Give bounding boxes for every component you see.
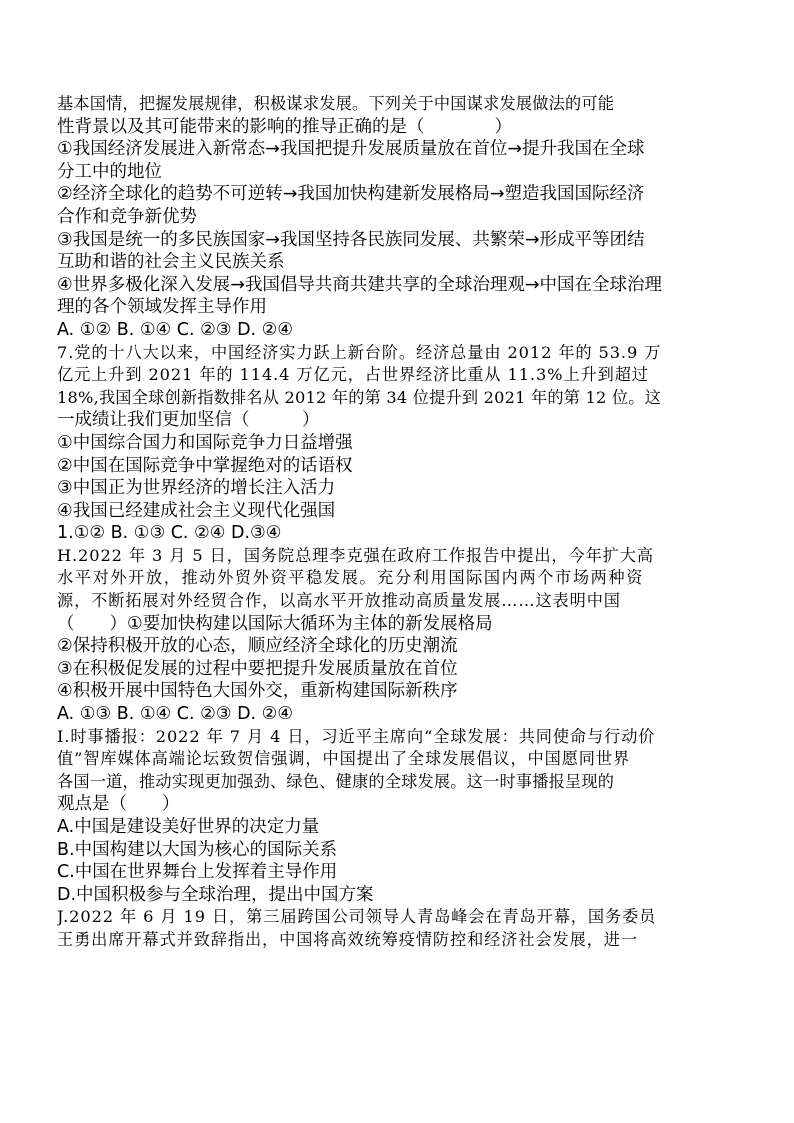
answer-choices: 1.①② B. ①③ C. ②④ D.③④ [57, 523, 282, 544]
document-page [57, 93, 745, 952]
text-line: 水平对外开放，推动外贸外资平稳发展。充分利用国际国内两个市场两种资 [57, 568, 644, 588]
choice-d: D.中国积极参与全球治理，提出中国方案 [57, 884, 374, 905]
question-stem: 一成绩让我们更加坚信（ ） [57, 410, 320, 431]
option-4-cont: 理的各个领域发挥主导作用 [57, 297, 267, 318]
text-line: 18%,我国全球创新指数排名从 2012 年的第 34 位提升到 2021 年的第 12 位。这 [57, 387, 661, 407]
question-j: J.2022 年 6 月 19 日，第三届跨国公司领导人青岛峰会在青岛开幕，国务委员 [57, 907, 657, 927]
option-4: ④我国已经建成社会主义现代化强国 [57, 500, 336, 521]
option-1: ①我国经济发展进入新常态→我国把提升发展质量放在首位→提升我国在全球 [57, 139, 645, 160]
choice-b: B.中国构建以大国为核心的国际关系 [57, 839, 338, 860]
choice-a: A.中国是建设美好世界的决定力量 [57, 817, 320, 837]
option-4: ④积极开展中国特色大国外交，重新构建国际新秩序 [57, 681, 458, 702]
option-2-cont: 合作和竞争新优势 [57, 206, 197, 227]
question-stem: 性背景以及其可能带来的影响的推导正确的是（ ） [57, 116, 512, 137]
text-line: 各国一道，推动实现更加强劲、绿色、健康的全球发展。这一时事播报呈现的 [57, 771, 615, 791]
question-h: H.2022 年 3 月 5 日，国务院总理李克强在政府工作报告中提出，今年扩大高 [57, 545, 654, 565]
option-1-cont: 分工中的地位 [57, 161, 162, 182]
text-line: 亿元上升到 2021 年的 114.4 万亿元，占世界经济比重从 11.3%上升到超过 [57, 365, 649, 385]
text-line: 基本国情，把握发展规律，积极谋求发展。下列关于中国谋求发展做法的可能 [57, 94, 615, 113]
text-line: 源，不断拓展对外经贸合作，以高水平开放推动高质量发展……这表明中国 [57, 591, 621, 611]
option-1: ①中国综合国力和国际竞争力日益增强 [57, 432, 353, 453]
option-2: ②中国在国际竞争中掌握绝对的话语权 [57, 455, 353, 476]
answer-choices: A. ①③ B. ①④ C. ②③ D. ②④ [57, 704, 294, 725]
question-stem: 观点是（ ） [57, 794, 180, 815]
option-3: ③在积极促发展的过程中要把提升发展质量放在首位 [57, 658, 458, 679]
option-1: （ ）①要加快构建以国际大循环为主体的新发展格局 [57, 613, 493, 634]
option-2: ②保持积极开放的心态，顺应经济全球化的历史潮流 [57, 636, 458, 657]
text-line: 值”智库媒体高端论坛致贺信强调，中国提出了全球发展倡议，中国愿同世界 [57, 749, 631, 769]
question-7: 7.党的十八大以来，中国经济实力跃上新台阶。经济总量由 2012 年的 53.9 万 [57, 342, 662, 362]
option-4: ④世界多极化深入发展→我国倡导共商共建共享的全球治理观→中国在全球治理 [57, 274, 663, 295]
option-3: ③我国是统一的多民族国家→我国坚持各民族同发展、共繁荣→形成平等团结 [57, 229, 645, 250]
answer-choices: A. ①② B. ①④ C. ②③ D. ②④ [57, 319, 294, 340]
option-3-cont: 互助和谐的社会主义民族关系 [57, 252, 285, 273]
choice-c: C.中国在世界舞台上发挥着主导作用 [57, 862, 338, 883]
option-2: ②经济全球化的趋势不可逆转→我国加快构建新发展格局→塑造我国国际经济 [57, 184, 645, 205]
question-i: I.时事播报：2022 年 7 月 4 日，习近平主席向“全球发展：共同使命与行动价 [57, 726, 656, 746]
option-3: ③中国正为世界经济的增长注入活力 [57, 478, 336, 499]
text-line: 王勇出席开幕式并致辞指出，中国将高效统筹疫情防控和经济社会发展，进一 [57, 929, 638, 949]
